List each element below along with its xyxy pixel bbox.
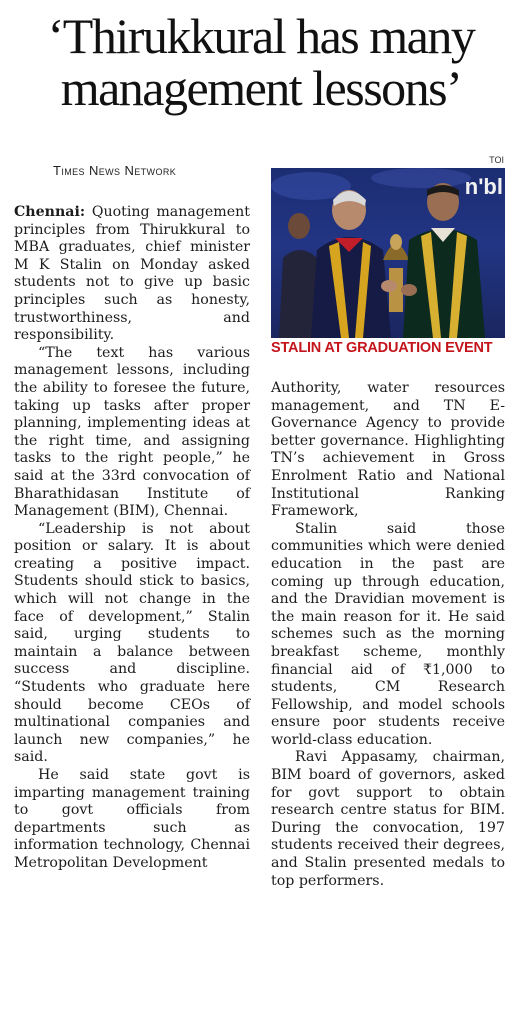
article-paragraph-4: He said state govt is imparting management training to govt officials from departments such as information technology, Chennai Metropolitan Development [14,767,250,871]
article-paragraph-3: “Leadership is not about position or salary. It is about creating a positive impact. Students should stick to basics, which will not change in the face of development,” Stalin said, urging students to maintain a balance between success and discipline. “Students who graduate here should become CEOs of multinational companies and launch new companies,” he said. [14,520,250,766]
headline-line-1: ‘Thirukkural has many [47,8,475,64]
dateline: Chennai: [14,204,86,220]
photo-credit: TOI [489,155,504,165]
paragraph-1-text: Quoting management principles from Thirukkural to MBA graduates, chief minister M K Stalin on Monday asked students not to give up basic principles such as honesty, trustworthiness, and responsibility. [14,204,250,344]
article-paragraph-5: Stalin said those communities which were denied education in the past are coming up through education, and the Dravidian movement is the main reason for it. He said schemes such as the morning breakfast scheme, monthly financial aid of ₹1,000 to students, CM Research Fellowship, and model schools ensure poor students receive world-class education. [271,520,505,748]
article-paragraph-2: “The text has various management lessons, including the ability to foresee the future, taking up tasks after proper planning, implementing ideas at the right time, and assigning tasks to the right people,” he said at the 33rd convocation of Bharathidasan Institute of Management (BIM), Chennai. [14,344,250,520]
photo-caption: STALIN AT GRADUATION EVENT [271,340,493,356]
byline [53,163,176,178]
article-paragraph-1 [14,204,250,345]
article-column-2 [271,380,505,890]
headline-line-2: management lessons’ [60,60,462,116]
photo-backdrop-text: n'bl [464,174,503,199]
news-photo [271,168,505,338]
article-column-1 [14,204,250,873]
byline-text: Times News Network [53,163,177,178]
article-paragraph-4-continued: Authority, water resources management, and TN E-Governance Agency to provide better governance. Highlighting TN’s achievement in Gross Enrolment Ratio and National Institutional Ranking Framework, [271,380,505,520]
article-paragraph-6: Ravi Appasamy, chairman, BIM board of governors, asked for govt support to obtain research centre status for BIM. During the convocation, 197 students received their degrees, and Stalin presented medals to top performers. [271,749,505,889]
headline [0,10,522,114]
